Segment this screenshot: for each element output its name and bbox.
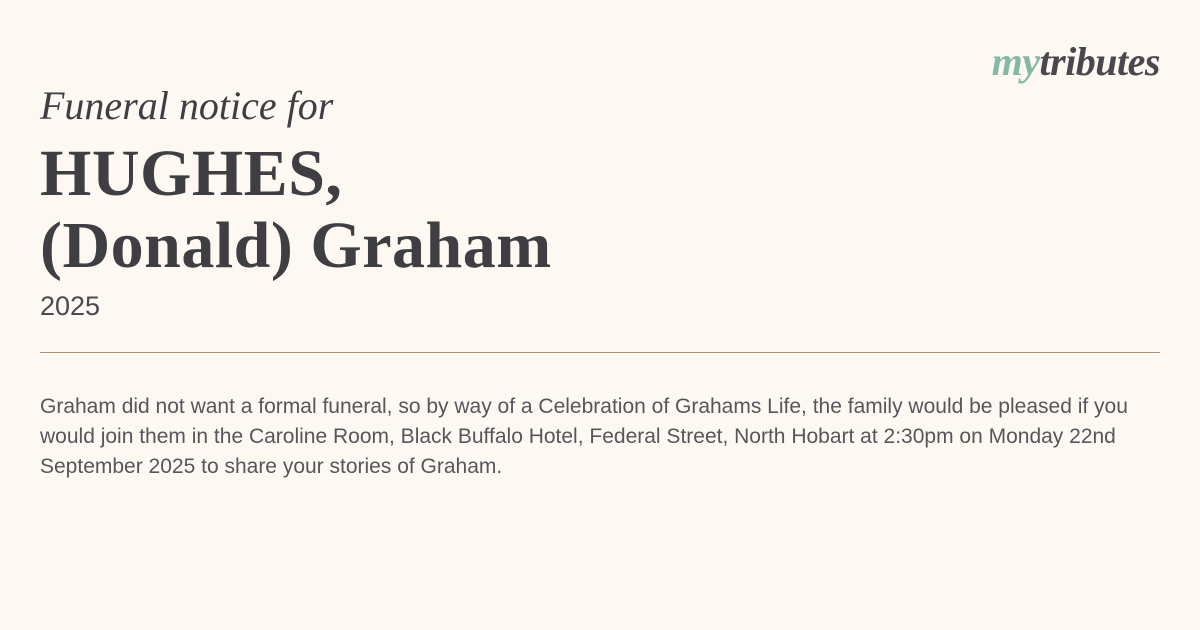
notice-year: 2025 [40,291,101,321]
notice-body-text: Graham did not want a formal funeral, so by way of a Celebration of Grahams Life, the family would be pleased if you would join them in the Caroline Room, Black Buffalo Hotel, Federal Street, North Hobart at 2:30pm on Monday 22nd September 2025 to share your stories of Graham. [40,395,1128,478]
mytributes-logo [991,39,1160,84]
logo-text-tributes: tributes [1039,39,1160,84]
logo-text-my: my [991,39,1040,84]
notice-type-heading: Funeral notice for [40,83,334,128]
deceased-given-names: (Donald) Graham [40,209,552,282]
deceased-name-heading [40,138,552,282]
deceased-surname: HUGHES, [40,137,343,210]
divider-rule [40,352,1160,353]
